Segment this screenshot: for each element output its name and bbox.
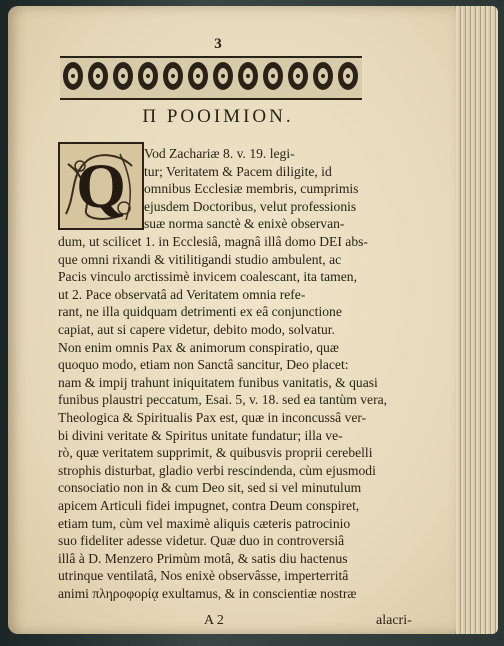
text-line: etiam tum, cùm vel maximè aliquis cæteris patrocinio bbox=[58, 515, 351, 531]
text-line: rò, quæ veritatem supprimit, & quibusvis proprii cerebelli bbox=[58, 445, 373, 461]
ornament-motif bbox=[238, 62, 258, 90]
text-line: dum, ut scilicet 1. in Ecclesiâ, magnâ illâ domo DEI abs- bbox=[58, 234, 368, 249]
ornament-pattern bbox=[60, 58, 362, 94]
book-page bbox=[8, 6, 456, 634]
text-line: capiat, aut si capere videtur, debito modo, solvatur. bbox=[58, 322, 335, 337]
ornament-motif bbox=[263, 62, 283, 90]
text-line: Pacis vinculo arctissimè invicem coalescant, ita tamen, bbox=[58, 269, 357, 285]
ornament-motif bbox=[138, 62, 158, 90]
text-line: animi πληροφορίᾳ exultamus, & in conscientiæ nostræ bbox=[58, 586, 357, 601]
text-line: Theologica & Spiritualis Pax est, quæ in inconcussâ ver- bbox=[58, 410, 367, 425]
text-line: tur; Veritatem & Pacem diligite, id bbox=[144, 163, 332, 179]
text-line: Non enim omnis Pax & animorum conspiratio, quæ bbox=[58, 339, 339, 355]
ornament-motif bbox=[213, 62, 233, 90]
ornament-motif bbox=[338, 62, 358, 90]
text-line: ut 2. Pace observatâ ad Veritatem omnia refe- bbox=[58, 286, 306, 302]
ornament-motif bbox=[163, 62, 183, 90]
ornament-motif bbox=[188, 62, 208, 90]
text-line: quoquo modo, etiam non Sanctâ sancitur, Deo placet: bbox=[58, 357, 349, 373]
ornament-motif bbox=[88, 62, 108, 90]
text-line: Vod Zachariæ 8. v. 19. legi- bbox=[144, 146, 295, 161]
text-line: suæ norma sanctè & enixè observan- bbox=[144, 216, 345, 232]
ornament-band bbox=[60, 56, 362, 100]
text-line: apicem Articuli fidei impugnet, contra Deum conspiret, bbox=[58, 498, 360, 513]
text-line: bi divini veritate & Spiritus unitate fundatur; illa ve- bbox=[58, 427, 343, 443]
text-line: funibus plaustri peccatum, Esai. 5, v. 18. sed ea tantùm vera, bbox=[58, 392, 388, 408]
text-line: consociatio non in & cum Deo sit, sed si vel minutulum bbox=[58, 480, 362, 496]
text-line: ejusdem Doctoribus, velut professionis bbox=[144, 198, 357, 214]
text-line: utrinque ventilatâ, Nos enixè observâsse, imperterritâ bbox=[58, 568, 349, 584]
catchword: alacri- bbox=[376, 613, 412, 628]
text-line: rant, ne illa quidquam detrimenti ex eâ conjunctione bbox=[58, 304, 342, 320]
section-heading: Π ΡΟΟΙΜΙΟΝ. bbox=[142, 106, 294, 127]
ornament-motif bbox=[63, 62, 83, 90]
dropcap-letter: Q bbox=[76, 150, 126, 221]
page-number: 3 bbox=[214, 36, 222, 52]
ornament-motif bbox=[288, 62, 308, 90]
text-line: nam & impij trahunt iniquitatem funibus vanitatis, & quasi bbox=[58, 374, 378, 390]
text-line: suo fideliter adesse videtur. Quæ duo in controversiâ bbox=[58, 533, 345, 549]
text-line: omnibus Ecclesiæ membris, cumprimis bbox=[144, 181, 359, 197]
text-line: strophis disturbat, gladio verbi rescindenda, cùm ejusmodi bbox=[58, 462, 376, 478]
signature-mark: A 2 bbox=[204, 613, 224, 628]
dropcap-box bbox=[58, 142, 144, 230]
text-line: illâ à D. Menzero Primùm motâ, & satis diu hactenus bbox=[58, 550, 348, 566]
ornament-motif bbox=[113, 62, 133, 90]
ornament-motif bbox=[313, 62, 333, 90]
text-line: que omni rixandi & vitilitigandi studio ambulent, ac bbox=[58, 251, 342, 267]
